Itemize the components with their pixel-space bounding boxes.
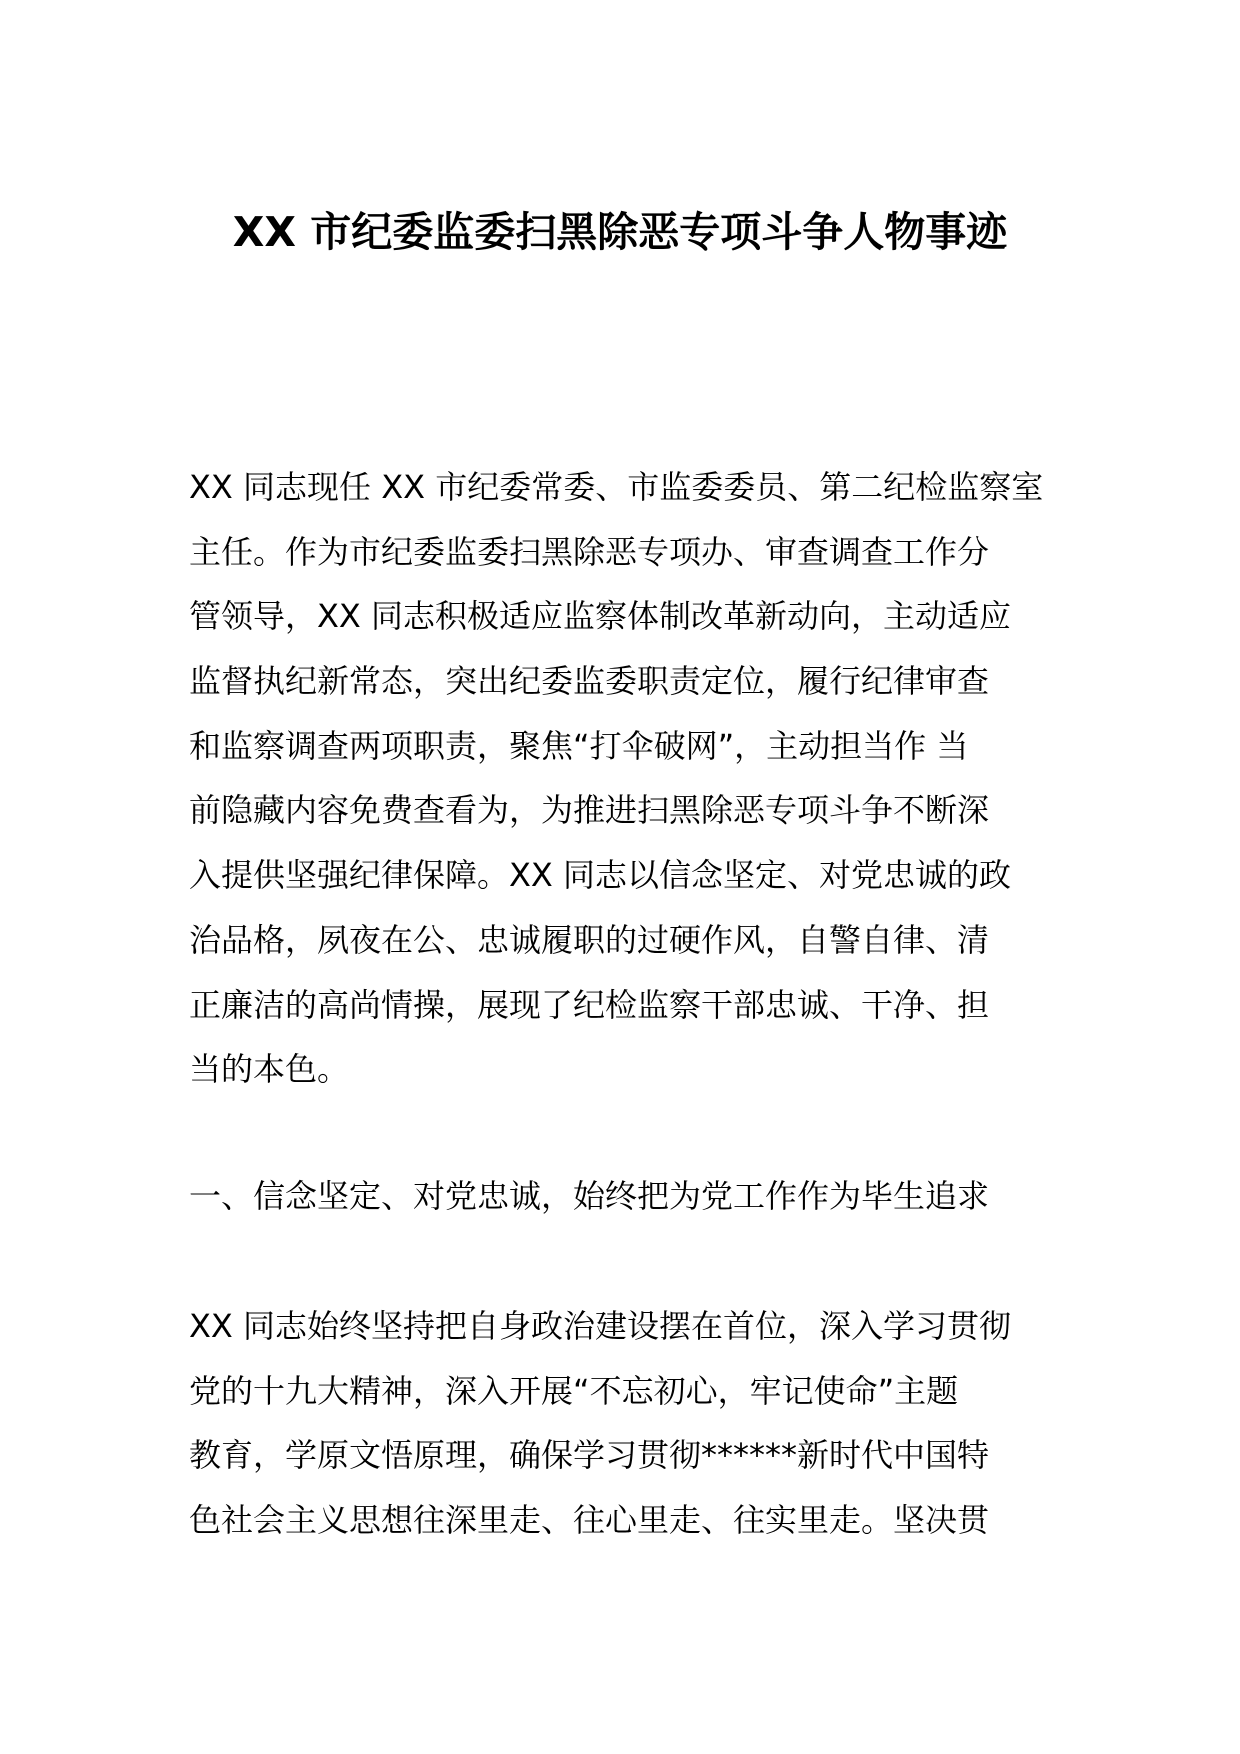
paragraph-line: XX 同志现任 XX 市纪委常委、市监委委员、第二纪检监察室 xyxy=(189,468,1044,506)
paragraph-line: 入提供坚强纪律保障。XX 同志以信念坚定、对党忠诚的政 xyxy=(189,856,1012,895)
paragraph-line: 正廉洁的高尚情操，展现了纪检监察干部忠诚、干净、担 xyxy=(189,985,990,1024)
document-title: XX 市纪委监委扫黑除恶专项斗争人物事迹 xyxy=(232,208,1008,256)
paragraph-line: 主任。作为市纪委监委扫黑除恶专项办、审查调查工作分 xyxy=(189,532,990,571)
section-paragraph xyxy=(189,1294,1069,1553)
paragraph-line: 党的十九大精神，深入开展“不忘初心，牢记使命”主题 xyxy=(189,1371,959,1410)
paragraph-line: 前隐藏内容免费查看为，为推进扫黑除恶专项斗争不断深 xyxy=(189,791,990,830)
paragraph-line: 治品格，夙夜在公、忠诚履职的过硬作风，自警自律、清 xyxy=(189,920,990,959)
intro-paragraph xyxy=(189,455,1069,1102)
paragraph-line: 监督执纪新常态，突出纪委监委职责定位，履行纪律审查 xyxy=(189,662,990,701)
paragraph-line: 色社会主义思想往深里走、往心里走、往实里走。坚决贯 xyxy=(189,1501,990,1540)
paragraph-line: XX 同志始终坚持把自身政治建设摆在首位，深入学习贯彻 xyxy=(189,1307,1012,1345)
section-heading xyxy=(189,1164,1069,1229)
paragraph-line: 管领导，XX 同志积极适应监察体制改革新动向，主动适应 xyxy=(189,597,1012,636)
section-heading-text: 一、信念坚定、对党忠诚，始终把为党工作作为毕生追求 xyxy=(189,1177,990,1215)
paragraph-line: 和监察调查两项职责，聚焦“打伞破网”，主动担当作 当 xyxy=(189,726,969,765)
paragraph-line: 当的本色。 xyxy=(189,1050,350,1089)
paragraph-line: 教育，学原文悟原理，确保学习贯彻******新时代中国特 xyxy=(189,1436,990,1475)
